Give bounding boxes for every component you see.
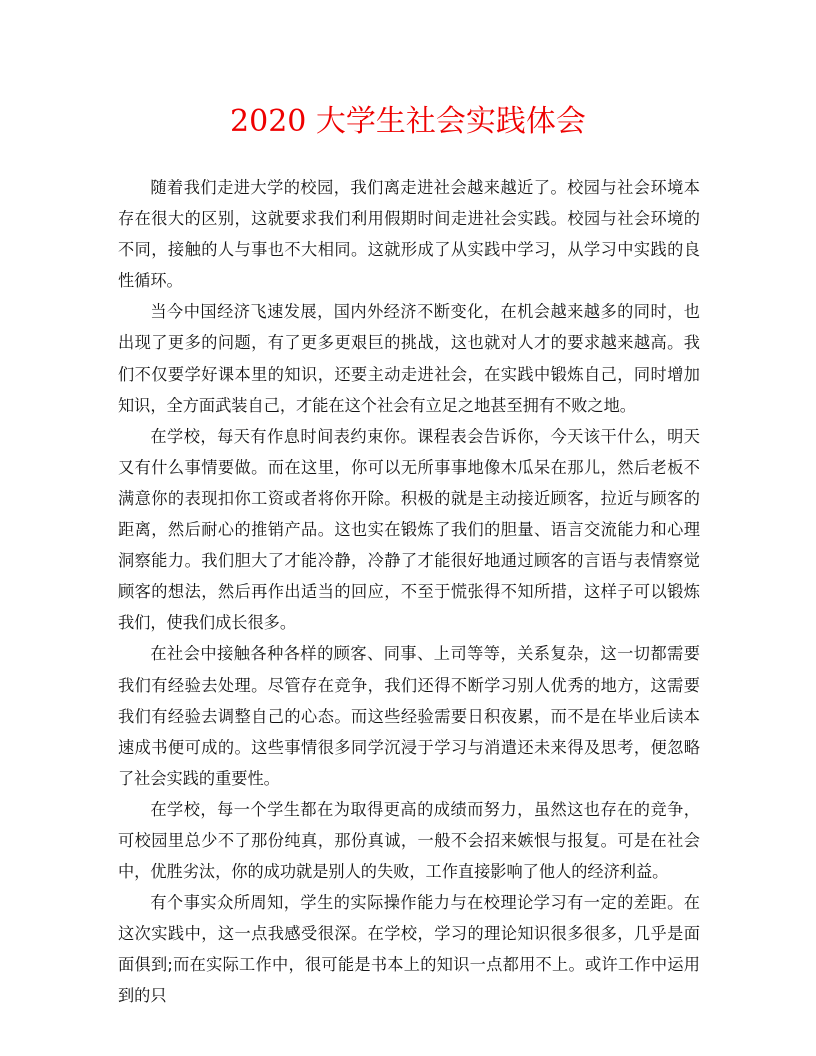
paragraph-2: 当今中国经济飞速发展，国内外经济不断变化，在机会越来越多的同时，也出现了更多的问题，有了更多更艰巨的挑战，这也就对人才的要求越来越高。我们不仅要学好课本里的知识，还要主动走进社会，在实践中锻炼自己，同时增加知识，全方面武装自己，才能在这个社会有立足之地甚至拥有不败之地。 [118, 302, 700, 415]
paragraph-1: 随着我们走进大学的校园，我们离走进社会越来越近了。校园与社会环境本存在很大的区别，这就要求我们利用假期时间走进社会实践。校园与社会环境的不同，接触的人与事也不大相同。这就形成了从实践中学习，从学习中实践的良性循环。 [118, 178, 700, 291]
document-title: 2020 大学生社会实践体会 [230, 104, 586, 139]
document-body [118, 172, 700, 1012]
paragraph-3: 在学校，每天有作息时间表约束你。课程表会告诉你，今天该干什么，明天又有什么事情要做。而在这里，你可以无所事事地像木瓜呆在那儿，然后老板不满意你的表现扣你工资或者将你开除。积极的就是主动接近顾客，拉近与顾客的距离，然后耐心的推销产品。这也实在锻炼了我们的胆量、语言交流能力和心理洞察能力。我们胆大了才能冷静，冷静了才能很好地通过顾客的言语与表情察觉顾客的想法，然后再作出适当的回应，不至于慌张得不知所措，这样子可以锻炼我们，使我们成长很多。 [118, 426, 700, 633]
paragraph-6: 有个事实众所周知，学生的实际操作能力与在校理论学习有一定的差距。在这次实践中，这一点我感受很深。在学校，学习的理论知识很多很多，几乎是面面俱到;而在实际工作中，很可能是书本上的知识一点都用不上。或许工作中运用到的只 [118, 893, 700, 1006]
paragraph-4: 在社会中接触各种各样的顾客、同事、上司等等，关系复杂，这一切都需要我们有经验去处理。尽管存在竞争，我们还得不断学习别人优秀的地方，这需要我们有经验去调整自己的心态。而这些经验需要日积夜累，而不是在毕业后读本速成书便可成的。这些事情很多同学沉浸于学习与消遣还未来得及思考，便忽略了社会实践的重要性。 [118, 644, 700, 788]
paragraph-5: 在学校，每一个学生都在为取得更高的成绩而努力，虽然这也存在的竞争，可校园里总少不了那份纯真，那份真诚，一般不会招来嫉恨与报复。可是在社会中，优胜劣汰，你的成功就是别人的失败，工作直接影响了他人的经济利益。 [118, 799, 700, 882]
